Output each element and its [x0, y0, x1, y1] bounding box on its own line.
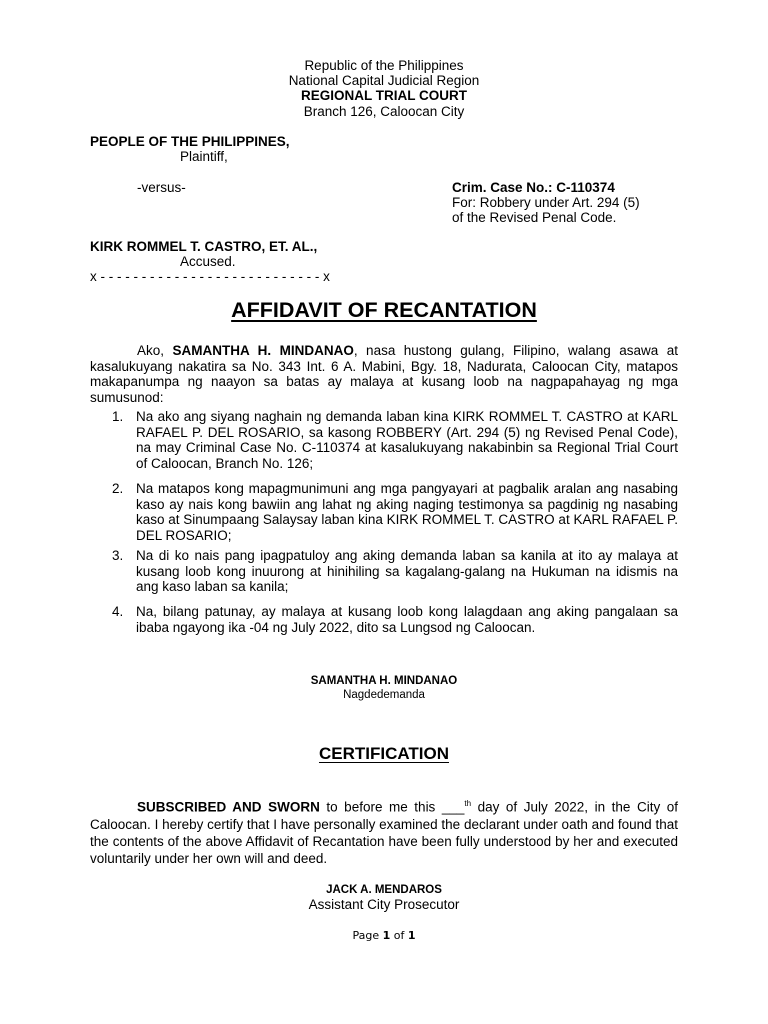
case-number: Crim. Case No.: C-110374 — [452, 180, 615, 195]
list-item-number: 4. — [112, 604, 124, 619]
accused-name: KIRK ROMMEL T. CASTRO, ET. AL., — [90, 239, 318, 254]
accused-role: Accused. — [180, 254, 236, 269]
affiant-name-inline: SAMANTHA H. MINDANAO — [172, 343, 354, 358]
certification-text-a: to before me this ___ — [319, 799, 465, 815]
plaintiff-name: PEOPLE OF THE PHILIPPINES, — [90, 134, 290, 149]
prosecutor-title: Assistant City Prosecutor — [308, 897, 460, 912]
document-title-text: AFFIDAVIT OF RECANTATION — [231, 298, 537, 322]
versus-label: -versus- — [137, 180, 186, 195]
list-item-text: Na, bilang patunay, ay malaya at kusang loob kong lalagdaan ang aking pangalaan sa ibaba ngayong ika -04 ng July 2022, dito sa Lungsod ng Caloocan. — [136, 604, 678, 635]
certification-lead: SUBSCRIBED AND SWORN — [137, 799, 320, 815]
list-item-text: Na di ko nais pang ipagpatuloy ang aking demanda laban sa kanila at ito ay malaya at kusang loob kong inuurong at hinihiling sa kagalang-galang na Hukuman na idismis na ang kaso laban sa kanila; — [136, 548, 678, 594]
document-title — [0, 298, 768, 323]
list-item-text: Na matapos kong mapagmunimuni ang mga pangyayari at pagbalik aralan ang nasabing kaso ay nais kong bawiin ang lahat ng aking naging testimonya sa pagdinig ng nasabing kaso at Sinumpaang Salaysay laban kina KIRK ROMMEL T. CASTRO at KARL RAFAEL P. DEL ROSARIO; — [136, 481, 678, 543]
intro-paragraph — [90, 343, 678, 405]
list-item-number: 2. — [112, 481, 124, 496]
header-court: REGIONAL TRIAL COURT — [300, 88, 467, 103]
header-branch: Branch 126, Caloocan City — [303, 104, 465, 119]
header-republic: Republic of the Philippines — [304, 58, 464, 73]
list-item-number: 1. — [112, 409, 124, 424]
intro-rest: , nasa hustong gulang, Filipino, walang asawa at kasalukuyang nakatira sa No. 343 Int. 6 A. Mabini, Bgy. 18, Nadurata, Caloocan City, matapos makapanumpa ng naayon sa batas ay malaya at kusang loob na nagpapahayag ng mga sumusunod: — [90, 343, 678, 405]
certification-paragraph — [90, 795, 678, 867]
footer-mid: of — [390, 929, 408, 942]
footer-total-pages: 1 — [407, 929, 416, 942]
affiant-signature-role: Nagdedemanda — [343, 689, 425, 701]
intro-lead: Ako, — [137, 343, 165, 358]
header-region: National Capital Judicial Region — [288, 73, 480, 88]
plaintiff-role: Plaintiff, — [180, 149, 228, 164]
certification-text-b: day of July 2022, in the City of Caloocan. I hereby certify that I have personally examined the declarant under oath and found that the contents of the above Affidavit of Recantation have been fully understood by her and executed voluntarily under her own will and deed. — [90, 799, 678, 866]
case-for-line-2: of the Revised Penal Code. — [452, 210, 617, 225]
certification-title-text: CERTIFICATION — [318, 744, 449, 763]
prosecutor-name: JACK A. MENDAROS — [326, 884, 442, 896]
list-item-number: 3. — [112, 548, 124, 563]
affiant-signature-name: SAMANTHA H. MINDANAO — [310, 675, 458, 687]
case-for-line-1: For: Robbery under Art. 294 (5) — [452, 195, 640, 210]
certification-sup: th — [464, 799, 472, 808]
list-item-text: Na ako ang siyang naghain ng demanda laban kina KIRK ROMMEL T. CASTRO at KARL RAFAEL P. DEL ROSARIO, sa kasong ROBBERY (Art. 294 (5) ng Revised Penal Code), na may Criminal Case No. C-110374 at kasalukuyang nakabinbin sa Regional Trial Court of Caloocan, Branch No. 126; — [136, 409, 678, 471]
footer-current-page: 1 — [382, 929, 391, 942]
certification-title — [0, 744, 768, 764]
caption-separator: x - - - - - - - - - - - - - - - - - - - - - - - - - - - x — [90, 269, 330, 284]
page-footer — [0, 929, 768, 942]
footer-prefix: Page — [352, 929, 383, 942]
